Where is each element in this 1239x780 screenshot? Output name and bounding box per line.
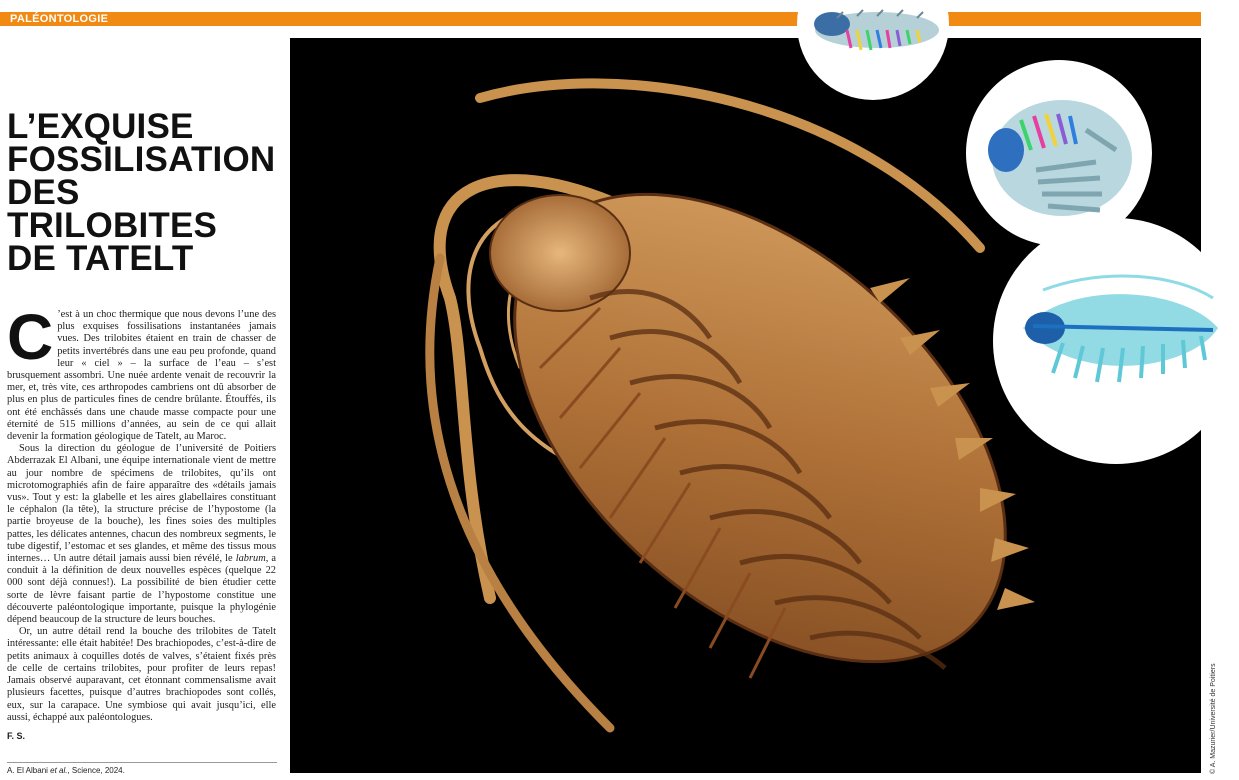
drop-cap: C — [7, 301, 54, 373]
ct-scan-illustration — [797, 0, 949, 100]
reference-authors: A. El Albani — [7, 766, 51, 775]
ct-scan-illustration — [993, 218, 1239, 464]
photo-credit-text: © A. Mazurier/Université de Poitiers — [1210, 663, 1217, 774]
headline — [7, 107, 285, 278]
headline-line: DE TATELT — [7, 239, 194, 278]
paragraph-1 — [7, 301, 276, 443]
headline-line: L’EXQUISE — [7, 107, 194, 146]
paragraph-2-emphasis: labrum — [235, 553, 266, 565]
reference-journal: , Science, 2024. — [67, 766, 125, 775]
headline-line: DES TRILOBITES — [7, 173, 218, 245]
section-bar — [0, 12, 1201, 26]
headline-line: FOSSILISATION — [7, 140, 276, 179]
section-label: PALÉONTOLOGIE — [10, 13, 109, 25]
reference — [7, 766, 125, 775]
inset-ct-scan-oblique — [993, 218, 1239, 464]
paragraph-2-text-a: Sous la direction du géologue de l’université de Poitiers Abderrazak El Albani, une équipe internationale vient de mettre au jour nombre de spécimens de trilobites, qu’ils ont microtomographiés afin de faire apparaître des «détails jamais vus». Tout y est: la glabelle et les aires glabellaires constituant le céphalon (la tête), la structure précise de l’hypostome (la partie broyeuse de la bouche), les fines soies des multiples pattes, les délicates antennes, chacun des nombreux segments, le tube digestif, l’estomac et ses glandes, et même des tissus mous internes… Un autre détail jamais aussi bien révélé, le — [7, 443, 276, 565]
paragraph-1-text: ’est à un choc thermique que nous devons l’une des plus exquises fossilisations instantanées jamais vues. Des trilobites étaient en train de chasser de petits invertébrés dans une eau peu profonde, quand leur « ciel » – la surface de l’eau – s’est brusquement assombri. Une nuée ardente venait de recouvrir la mer, et, très vite, ces arthropodes cambriens ont dû absorber de plus en plus de particules fines de cendre brûlante. Étouffés, ils ont été enchâssés dans une chaude masse compacte pour une éternité de 515 millions d’années, au sein de ce qui allait devenir la formation géologique de Tatelt, au Maroc. — [7, 309, 276, 443]
paragraph-2-text-b: , a conduit à la définition de deux nouvelles espèces (quelque 22 000 sont déjà connues!). La possibilité de bien étudier cette sorte de lèvre faisant partie de l’hypostome constitue une découverte paléontologique importante, puisque la phylogénie dépend beaucoup de la structure de leurs bouches. — [7, 553, 276, 626]
paragraph-2 — [7, 443, 276, 626]
paragraph-3 — [7, 626, 276, 724]
paragraph-3-text: Or, un autre détail rend la bouche des trilobites de Tatelt intéressante: elle était habitée! Des brachiopodes, c’est-à-dire de petits animaux à coquilles dotés de valves, s’étaient fixés près de celle de certains trilobites, pour profiter de leurs repas! Jamais observé auparavant, cet étonnant commensalisme avait plusieurs facettes, puisque d’autres brachiopodes sont collés, eux, sur la carapace. Une symbiose qui avait jusqu’ici, elle aussi, échappé aux paléontologues. — [7, 626, 276, 723]
photo-credit — [1208, 663, 1222, 776]
divider — [7, 762, 277, 763]
author-signature: F. S. — [7, 730, 26, 741]
article-body — [7, 301, 276, 742]
inset-ct-scan-lateral — [797, 0, 949, 100]
reference-etal: et al. — [50, 766, 68, 775]
